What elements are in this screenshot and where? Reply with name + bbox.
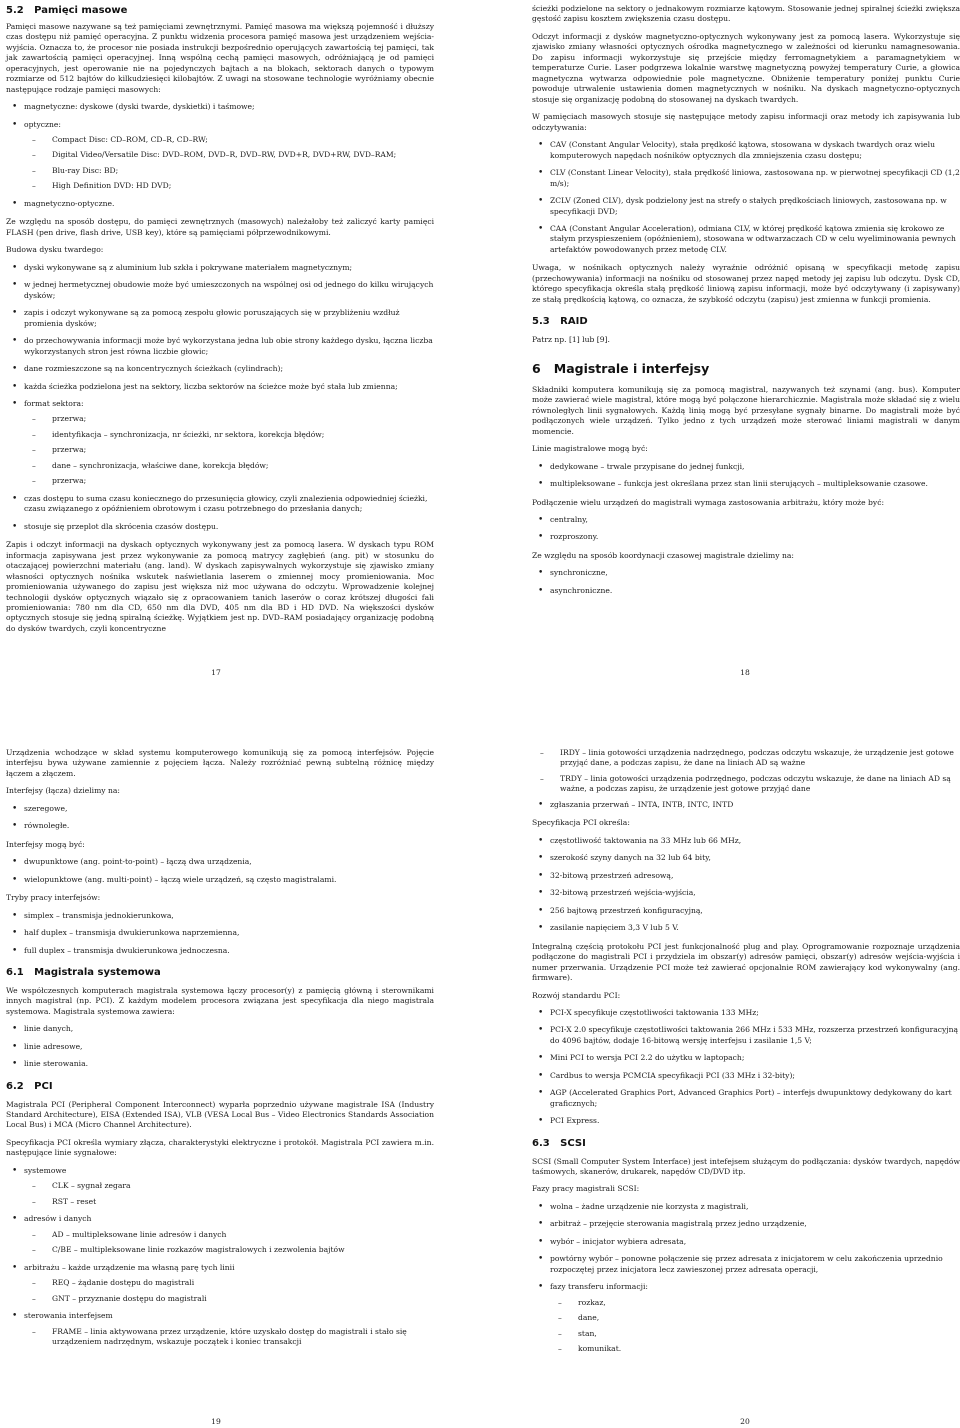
list-item: • CAA (Constant Angular Acceleration), odmiana CLV, w której prędkość kątowa zmienia się krokowo ze stałym przyspieszeniem (opóźnieniem), stosowana w odtwarzaczach CD w celu wyeliminowania pewnych artefaktów powodowanych przez metodę CLV. <box>532 224 960 255</box>
list-item: – komunikat. <box>550 1344 960 1354</box>
list-item: • zapis i odczyt wykonywane są za pomocą zespołu głowic poruszających się w przybliżeniu wzdłuż promienia dysków; <box>6 308 434 329</box>
arbitration-list <box>532 515 960 543</box>
pci-spec-list <box>532 836 960 934</box>
list-item: • linie sterowania. <box>6 1059 434 1069</box>
list-item: • dwupunktowe (ang. point-to-point) – łączą dwa urządzenia, <box>6 857 434 867</box>
interface-topology-list <box>6 857 434 885</box>
list-item: – Blu-ray Disc: BD; <box>24 166 434 176</box>
list-item: • full duplex – transmisja dwukierunkowa jednoczesna. <box>6 946 434 956</box>
paragraph: Podłączenie wielu urządzeń do magistrali wymaga zastosowania arbitrażu, który może być: <box>532 497 885 507</box>
memory-types-list <box>6 102 434 209</box>
list-item <box>6 1263 434 1304</box>
list-item: – FRAME – linia aktywowana przez urządzenie, które uzyskało dostęp do magistrali i stało się urządzeniem nadrzędnym, wskazuje początek i koniec transakcji <box>24 1327 434 1348</box>
list-item: • każda ścieżka podzielona jest na sektory, liczba sektorów na ścieżce może być stała lub zmienna; <box>6 382 434 392</box>
list-item-label: format sektora: <box>24 398 84 408</box>
list-item: • wielopunktowe (ang. multi-point) – łączą wiele urządzeń, są często magistralami. <box>6 875 434 885</box>
paragraph: Patrz np. [1] lub [9]. <box>532 335 610 345</box>
list-item <box>532 1282 960 1354</box>
section-heading-6-1: 6.1 Magistrala systemowa <box>6 967 161 979</box>
list-item: – IRDY – linia gotowości urządzenia nadrzędnego, podczas odczytu wskazuje, że urządzenie jest gotowe przyjąć dane, a podczas zapisu, że dane na liniach AD są ważne <box>532 748 960 769</box>
paragraph: Ze względu na sposób dostępu, do pamięci zewnętrznych (masowych) należałoby też zaliczyć karty pamięci FLASH (pen drive, flash drive, USB key), które są pamięciami półprzewodnikowymi. <box>6 217 434 237</box>
list-item: • linie danych, <box>6 1024 434 1034</box>
list-item: • równoległe. <box>6 821 434 831</box>
list-item: • half duplex – transmisja dwukierunkowa naprzemienna, <box>6 928 434 938</box>
list-item <box>6 1166 434 1207</box>
transfer-phases-list <box>550 1298 960 1355</box>
scsi-phases-list <box>532 1202 960 1355</box>
bus-lines-list <box>532 462 960 490</box>
list-item: – High Definition DVD: HD DVD; <box>24 181 434 191</box>
page-20 <box>532 748 960 1363</box>
list-item <box>6 1214 434 1255</box>
list-item: • multipleksowane – funkcja jest określana przez stan linii sterujących – multipleksowanie czasowe. <box>532 479 960 489</box>
list-item: • w jednej hermetycznej obudowie może być umieszczonych na wspólnej osi od jednego do kilku wirujących dysków; <box>6 280 434 301</box>
paragraph: We współczesnych komputerach magistrala systemowa łączy procesor(y) z pamięcią główną i sterownikami innych magistral (np. PCI). Z każdym modelem procesora związana jest specyfikacja dla niego magistrala systemowa. Magistrala systemowa zawiera: <box>6 985 434 1016</box>
list-item: – GNT – przyznanie dostępu do magistrali <box>24 1294 434 1304</box>
paragraph: Odczyt informacji z dysków magnetyczno-optycznych wykonywany jest za pomocą lasera. Wykorzystuje się zjawisko zmiany własności optycznych ośrodka magnetycznego w zależności od kierunku namagnesowania. Do zapisu informacji wykorzystuje się przejście między ferromagnetykiem a paramagnetykiem w temperaturze Curie. Laser podgrzewa lokalnie warstwę magnetyczną powyżej temperatury Curie, a głowica magnetyczna wytwarza odpowiednie pole magnetyczne. Obniżenie temperatury poniżej punktu Curie powoduje utrwalenie ustawienia domen magnetycznych w nośniku. Na dyskach magnetyczno-optycznych stosuje się organizację podobną do stosowanej na dyskach twardych. <box>532 31 960 104</box>
list-item: – Compact Disc: CD–ROM, CD–R, CD–RW; <box>24 135 434 145</box>
list-item: – przerwa; <box>24 476 434 486</box>
paragraph: Integralną częścią protokołu PCI jest funkcjonalność plug and play. Oprogramowanie rozpoznaje urządzenia podłączone do magistrali PCI i przydziela im obszar(y) adresów pamięci, obszar(y) adresów wejścia-wyjścia i numer przerwania. Urządzenie PCI może też zawierać opcjonalnie ROM zawierający kod wykonywalny (ang. firmware). <box>532 941 960 983</box>
list-item: – C/BE – multipleksowane linie rozkazów magistralowych i zezwolenia bajtów <box>24 1245 434 1255</box>
list-item: – stan, <box>550 1329 960 1339</box>
list-item: • ZCLV (Zoned CLV), dysk podzielony jest na strefy o stałych prędkościach liniowych, zastosowana np. w specyfikacji DVD; <box>532 196 960 217</box>
list-item: • simplex – transmisja jednokierunkowa, <box>6 911 434 921</box>
list-item: • PCI-X 2.0 specyfikuje częstotliwości taktowania 266 MHz i 533 MHz, rozszerza przestrzeń konfiguracyjną do 4096 bajtów, dodaje 16-bitową wersję interfejsu i zasilanie 1,5 V; <box>532 1025 960 1046</box>
list-item: • synchroniczne, <box>532 568 960 578</box>
list-item <box>6 120 434 192</box>
section-heading-6: 6 Magistrale i interfejsy <box>532 360 710 376</box>
paragraph: Tryby pracy interfejsów: <box>6 893 101 903</box>
paragraph: Składniki komputera komunikują się za pomocą magistral, nazywanych też szynami (ang. bus). Komputer może zawierać wiele magistral, które mogą być połączone hierarchicznie. Magistrala może składać się z wielu równoległych linii sygnałowych. Każdą linią mogą być przesyłane sygnały binarne. Do magistrali może być podłączonych wiele urządzeń. Tylko jedno z tych urządzeń może sterować liniami magistrali w danym momencie. <box>532 384 960 436</box>
page-number: 17 <box>211 668 221 677</box>
page-number: 18 <box>740 668 750 677</box>
list-item: – dane – synchronizacja, właściwe dane, korekcja błędów; <box>24 461 434 471</box>
interface-kinds-list <box>6 804 434 832</box>
paragraph: ścieżki podzielone na sektory o jednakowym rozmiarze kątowym. Stosowanie jednej spiralnej ścieżki zwiększa gęstość zapisu kosztem zwiększenia czasu dostępu. <box>532 4 960 24</box>
page-19 <box>6 748 434 1355</box>
paragraph: Specyfikacja PCI określa wymiary złącza, charakterystyki elektryczne i protokół. Magistrala PCI zawiera m.in. następujące linie sygnałowe: <box>6 1137 434 1158</box>
list-item-label: sterowania interfejsem <box>24 1311 113 1321</box>
list-item: • 256 bajtową przestrzeń konfiguracyjną, <box>532 906 960 916</box>
page-number: 20 <box>740 1417 750 1426</box>
list-item: • asynchroniczne. <box>532 586 960 596</box>
paragraph: Ze względu na sposób koordynacji czasowej magistrale dzielimy na: <box>532 550 794 560</box>
list-item: – CLK – sygnał zegara <box>24 1181 434 1191</box>
list-item: • magnetyczno-optyczne. <box>6 199 434 209</box>
list-item: – identyfikacja – synchronizacja, nr ścieżki, nr sektora, korekcja błędów; <box>24 430 434 440</box>
list-item: • linie adresowe, <box>6 1042 434 1052</box>
list-item: – Digital Video/Versatile Disc: DVD–ROM, DVD–R, DVD–RW, DVD+R, DVD+RW, DVD–RAM; <box>24 150 434 160</box>
pci-development-list <box>532 1008 960 1127</box>
paragraph: Uwaga, w nośnikach optycznych należy wyraźnie odróżnić opisaną w specyfikacji metodę zapisu (przechowywania) informacji na nośniku od stosowanej przez napęd metody jej zapisu lub odczytu. Dysk CD, którego specyfikacja określa stałą prędkość liniową zapisu informacji, może być odczytywany (i zapisywany) ze stałą prędkością kątową, co oznacza, że szybkość odczytu (zapisu) jest zmienna w funkcji promienia. <box>532 263 960 304</box>
list-item: • PCI Express. <box>532 1116 960 1126</box>
list-item: • CAV (Constant Angular Velocity), stała prędkość kątowa, stosowana w dyskach twardych oraz wielu komputerowych napędach nośników optycznych dla zmniejszenia czasu dostępu; <box>532 140 960 161</box>
section-heading-6-3: 6.3 SCSI <box>532 1137 586 1149</box>
paragraph: Interfejsy mogą być: <box>6 839 85 849</box>
sector-format-list <box>24 414 434 486</box>
list-item: • PCI-X specyfikuje częstotliwości taktowania 133 MHz; <box>532 1008 960 1018</box>
paragraph: SCSI (Small Computer System Interface) jest intefejsem służącym do podłączania: dysków twardych, napędów taśmowych, skanerów, drukarek, napędów CD/DVD itp. <box>532 1156 960 1176</box>
paragraph: W pamięciach masowych stosuje się następujące metody zapisu informacji oraz metody ich zapisywania lub odczytywania: <box>532 112 960 132</box>
control-signals-continued <box>532 748 960 795</box>
list-item: • zgłaszania przerwań – INTA, INTB, INTC, INTD <box>532 800 960 810</box>
list-item: • AGP (Accelerated Graphics Port, Advanced Graphics Port) – interfejs dwupunktowy dedykowany do kart graficznych; <box>532 1088 960 1109</box>
list-item: • wolna – żadne urządzenie nie korzysta z magistrali, <box>532 1202 960 1212</box>
recording-methods-list <box>532 140 960 255</box>
list-item: • rozproszony. <box>532 532 960 542</box>
page-18 <box>532 4 960 604</box>
paragraph: Pamięci masowe nazywane są też pamięciami zewnętrznymi. Pamięć masowa ma większą pojemność i dłuższy czas dostępu niż pamięć operacyjna. Z punktu widzenia procesora pamięć masowa jest urządzeniem wejścia-wyjścia. Oznacza to, że procesor nie posiada instrukcji bezpośrednio operujących zawartością tej pamięci, tak jak zawartością pamięci operacyjnej. Inną wspólną cechą pamięci masowych, odróżniającą je od pamięci operacyjnych, jest operowanie nie na pojedynczych bajtach a na blokach, sektorach danych o typowym rozmiarze od 512 bajtów do kilkudziesięci kilobajtów. Z uwagi na stosowane technologie wyróżniamy obecnie następujące rodzaje pamięci masowych: <box>6 21 434 94</box>
list-item: • powtórny wybór – ponowne połączenie się przez adresata z inicjatorem w celu zakończenia uprzednio rozpoczętej przez inicjatora lecz zawieszonej przez adresata operacji, <box>532 1254 960 1275</box>
list-item: • wybór – inicjator wybiera adresata, <box>532 1237 960 1247</box>
paragraph: Interfejsy (łącza) dzielimy na: <box>6 786 120 796</box>
list-item-label: adresów i danych <box>24 1214 92 1224</box>
list-item: • 32-bitową przestrzeń wejścia-wyjścia, <box>532 888 960 898</box>
list-item: • do przechowywania informacji może być wykorzystana jedna lub obie strony każdego dysku, łączna liczba wykorzystanych stron jest równa liczbie głowic; <box>6 336 434 357</box>
list-item: • Cardbus to wersja PCMCIA specyfikacji PCI (33 MHz i 32-bity); <box>532 1071 960 1081</box>
list-item: • magnetyczne: dyskowe (dyski twarde, dyskietki) i taśmowe; <box>6 102 434 112</box>
list-item: – dane, <box>550 1313 960 1323</box>
paragraph: Specyfikacja PCI określa: <box>532 818 630 828</box>
list-item: • dedykowane – trwale przypisane do jednej funkcji, <box>532 462 960 472</box>
list-item: • dyski wykonywane są z aluminium lub szkła i pokrywane materiałem magnetycznym; <box>6 263 434 273</box>
paragraph: Rozwój standardu PCI: <box>532 990 621 1000</box>
optical-types-list <box>24 135 434 192</box>
paragraph: Budowa dysku twardego: <box>6 245 104 255</box>
list-item: • szerokość szyny danych na 32 lub 64 bity, <box>532 853 960 863</box>
section-heading-5-3: 5.3 RAID <box>532 316 588 328</box>
page-number: 19 <box>211 1417 221 1426</box>
list-item: • częstotliwość taktowania na 33 MHz lub 66 MHz, <box>532 836 960 846</box>
list-item: • 32-bitową przestrzeń adresową, <box>532 871 960 881</box>
list-item: – przerwa; <box>24 445 434 455</box>
paragraph: Magistrala PCI (Peripheral Component Interconnect) wyparła poprzednio używane magistrale ISA (Industry Standard Architecture), EISA (Extended ISA), VLB (VESA Local Bus – Video Electronics Standards Association Local Bus) i MCA (Micro Channel Architecture). <box>6 1099 434 1130</box>
pci-signals-list <box>6 1166 434 1348</box>
paragraph: Urządzenia wchodzące w skład systemu komputerowego komunikują się za pomocą interfejsów. Pojęcie interfejsu bywa używane zamiennie z pojęciem łącza. Należy rozróżniać pewną subtelną różnicę między łączem a złączem. <box>6 748 434 778</box>
list-item-label: systemowe <box>24 1165 67 1175</box>
list-item <box>6 1311 434 1347</box>
list-item-label: optyczne: <box>24 119 61 129</box>
page-17 <box>6 4 434 641</box>
paragraph: Fazy pracy magistrali SCSI: <box>532 1184 640 1194</box>
list-item <box>6 399 434 487</box>
sublist <box>24 1327 434 1348</box>
sublist <box>24 1181 434 1207</box>
list-item: • CLV (Constant Linear Velocity), stała prędkość liniowa, zastosowana np. w pierwotnej specyfikacji CD (1,2 m/s); <box>532 168 960 189</box>
list-item: – AD – multipleksowane linie adresów i danych <box>24 1230 434 1240</box>
section-heading-5-2: 5.2 Pamięci masowe <box>6 5 128 16</box>
system-bus-list <box>6 1024 434 1069</box>
list-item-label: fazy transferu informacji: <box>550 1282 648 1292</box>
list-item: • czas dostępu to suma czasu koniecznego do przesunięcia głowicy, czyli znalezienia odpowiedniej ścieżki, czasu związanego z opóźnieniem obrotowym i czasu potrzebnego do przesłania danych; <box>6 494 434 515</box>
list-item: • stosuje się przeplot dla skrócenia czasów dostępu. <box>6 522 434 532</box>
sheet-bottom <box>0 738 960 1428</box>
list-item: – RST – reset <box>24 1197 434 1207</box>
sublist <box>24 1278 434 1304</box>
interrupt-list <box>532 800 960 810</box>
list-item: – rozkaz, <box>550 1298 960 1308</box>
list-item: – REQ – żądanie dostępu do magistrali <box>24 1278 434 1288</box>
timing-list <box>532 568 960 596</box>
list-item: • zasilanie napięciem 3,3 V lub 5 V. <box>532 923 960 933</box>
paragraph: Zapis i odczyt informacji na dyskach optycznych wykonywany jest za pomocą lasera. W dyskach typu ROM informacja zapisywana jest przez wykonywanie za pomocą matrycy zagłębień (ang. pit) w stosunku do otaczającej powierzchni materiału (ang. land). W dyskach zapisywalnych wykorzystuje się zjawisko zmiany własności optycznych nośnika wskutek naświetlania laserem o zmiennej mocy promieniowania. Moc promieniowania używanego do zapisu jest większa niż moc używana do odczytu. Wprowadzenie kolejnej technologii dysków optycznych wiązało się z opracowaniem tanich laserów o coraz krótszej długości fali promieniowania: 780 nm dla CD, 650 nm dla DVD, 405 nm dla BD i HD DVD. Na większości dysków optycznych stosuje się jedną spiralną ścieżkę. Wyjątkiem jest np. DVD–RAM posiadający organizację podobną do dysków twardych, czyli koncentryczne <box>6 540 434 633</box>
section-heading-6-2: 6.2 PCI <box>6 1080 53 1092</box>
list-item: – przerwa; <box>24 414 434 424</box>
sublist <box>24 1230 434 1256</box>
list-item: • centralny, <box>532 515 960 525</box>
list-item: • arbitraż – przejęcie sterowania magistralą przez jedno urządzenie, <box>532 1219 960 1229</box>
list-item: • dane rozmieszczone są na koncentrycznych ścieżkach (cylindrach); <box>6 364 434 374</box>
list-item: • szeregowe, <box>6 804 434 814</box>
interface-modes-list <box>6 911 434 956</box>
list-item: • Mini PCI to wersja PCI 2.2 do użytku w laptopach; <box>532 1053 960 1063</box>
hard-disk-list <box>6 263 434 532</box>
paragraph: Linie magistralowe mogą być: <box>532 444 648 454</box>
list-item: – TRDY – linia gotowości urządzenia podrzędnego, podczas odczytu wskazuje, że dane na liniach AD są ważne, a podczas zapisu, że urządzenie jest gotowe przyjąć dane <box>532 774 960 795</box>
list-item-label: arbitrażu – każde urządzenie ma własną parę tych linii <box>24 1262 235 1272</box>
